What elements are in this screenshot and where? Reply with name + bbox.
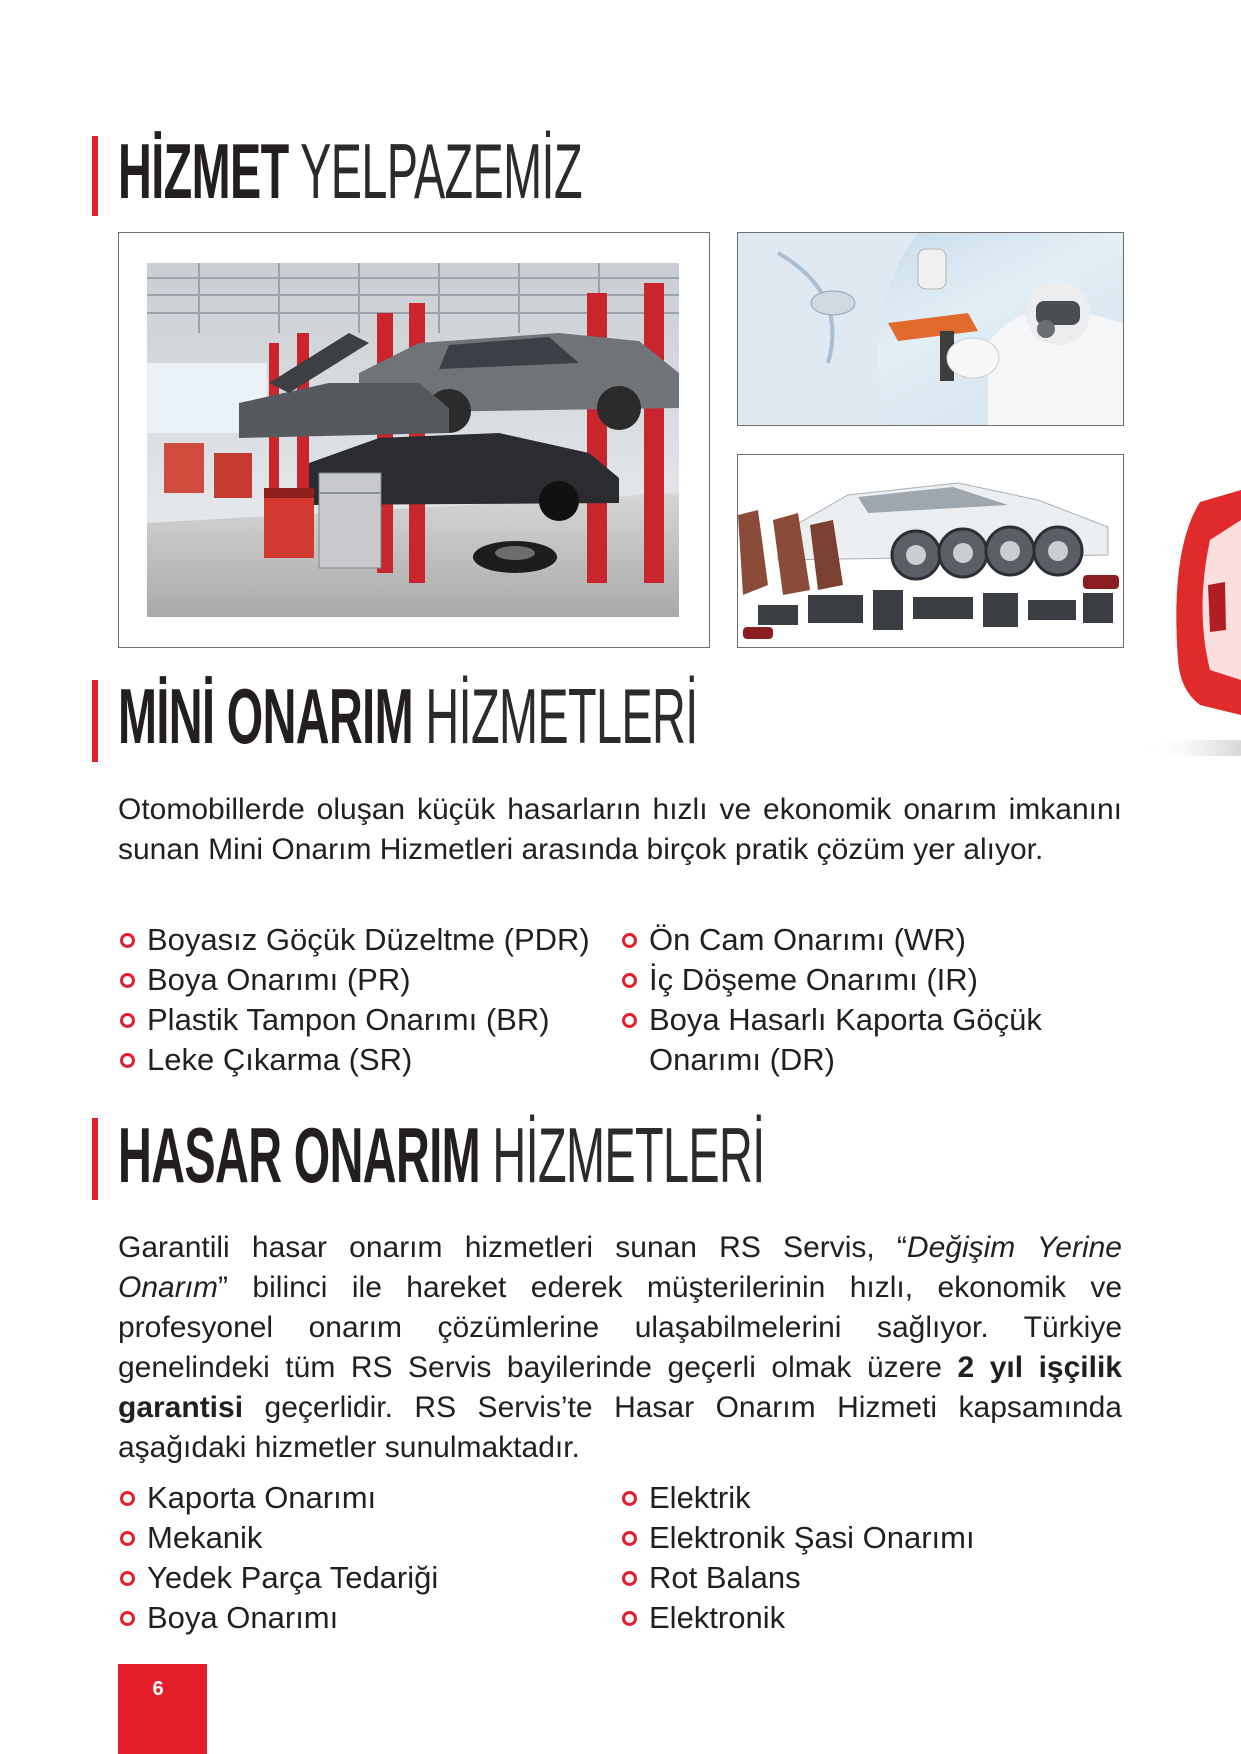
bullet-circle-icon (622, 1491, 637, 1506)
workshop-photo-frame (118, 232, 710, 648)
warranty-highlight: 2 yıl işçilik garantisi (118, 1351, 1122, 1424)
car-parts-photo (738, 455, 1123, 647)
bullet-circle-icon (622, 973, 637, 988)
bullet-circle-icon (120, 973, 135, 988)
bullet-circle-icon (622, 1013, 637, 1028)
section-title-hizmet-yelpazemiz (118, 127, 582, 215)
hasar-onarim-list-right (620, 1478, 975, 1638)
title-light: HİZMETLERİ (492, 1111, 765, 1199)
mini-onarim-list-right (620, 920, 1042, 1080)
title-bold: HASAR ONARIM (118, 1111, 480, 1199)
car-parts-photo-frame (737, 454, 1124, 648)
workshop-photo (119, 233, 709, 647)
spray-painter-photo-frame (737, 232, 1124, 426)
bullet-circle-icon (120, 1531, 135, 1546)
heading-accent-bar (92, 680, 98, 762)
bullet-circle-icon (622, 1531, 637, 1546)
list-item: Kaporta Onarımı (118, 1478, 438, 1518)
list-item-continuation: Onarımı (DR) (649, 1042, 835, 1077)
list-item: Rot Balans (620, 1558, 975, 1598)
bullet-circle-icon (622, 1611, 637, 1626)
bullet-circle-icon (622, 1571, 637, 1586)
list-item: Yedek Parça Tedariği (118, 1558, 438, 1598)
list-item: Boya Hasarlı Kaporta Göçük (620, 1000, 1042, 1040)
page-number: 6 (152, 1678, 164, 1700)
list-item: Boya Onarımı (PR) (118, 960, 590, 1000)
list-item: Plastik Tampon Onarımı (BR) (118, 1000, 590, 1040)
bullet-circle-icon (120, 1571, 135, 1586)
bullet-circle-icon (120, 1053, 135, 1068)
title-bold: HİZMET (118, 127, 289, 215)
list-item: Boyasız Göçük Düzeltme (PDR) (118, 920, 590, 960)
title-bold: MİNİ ONARIM (118, 672, 413, 760)
mini-onarim-paragraph: Otomobillerde oluşan küçük hasarların hızlı ve ekonomik onarım imkanını sunan Mini Onarım Hizmetleri arasında birçok pratik çözüm yer alıyor. (118, 793, 1122, 866)
list-item: Boya Onarımı (118, 1598, 438, 1638)
list-item: Elektrik (620, 1478, 975, 1518)
list-item: Leke Çıkarma (SR) (118, 1040, 590, 1080)
italic-phrase: Değişim Yerine Onarım (118, 1231, 1122, 1304)
red-van-partial (1140, 490, 1241, 770)
bullet-circle-icon (120, 1611, 135, 1626)
page-number-box (118, 1664, 207, 1754)
heading-accent-bar (92, 1118, 98, 1200)
section-title-hasar-onarim (118, 1111, 765, 1199)
section-title-mini-onarim (118, 672, 698, 760)
list-item: Elektronik Şasi Onarımı (620, 1518, 975, 1558)
bullet-circle-icon (120, 933, 135, 948)
list-item: Mekanik (118, 1518, 438, 1558)
bullet-circle-icon (120, 1491, 135, 1506)
title-light: YELPAZEMİZ (300, 127, 582, 215)
list-item: Ön Cam Onarımı (WR) (620, 920, 1042, 960)
hasar-onarim-list-left (118, 1478, 438, 1638)
bullet-circle-icon (120, 1013, 135, 1028)
hasar-onarim-paragraph: Garantili hasar onarım hizmetleri sunan RS Servis, “Değişim Yerine Onarım” bilinci ile hareket ederek müşterilerinin hızlı, ekonomik ve profesyonel onarım çözümlerine ulaşabilmelerini sağlıyor. Türkiye genelindeki tüm RS Servis bayilerinde geçerli olmak üzere 2 yıl işçilik garantisi geçerlidir. RS Servis’te Hasar Onarım Hizmeti kapsamında aşağıdaki hizmetler sunulmaktadır. (118, 1231, 1122, 1464)
bullet-circle-icon (622, 933, 637, 948)
spray-painter-photo (738, 233, 1123, 425)
list-item: İç Döşeme Onarımı (IR) (620, 960, 1042, 1000)
title-light: HİZMETLERİ (425, 672, 698, 760)
list-item: Elektronik (620, 1598, 975, 1638)
heading-accent-bar (92, 136, 98, 216)
mini-onarim-list-left (118, 920, 590, 1080)
